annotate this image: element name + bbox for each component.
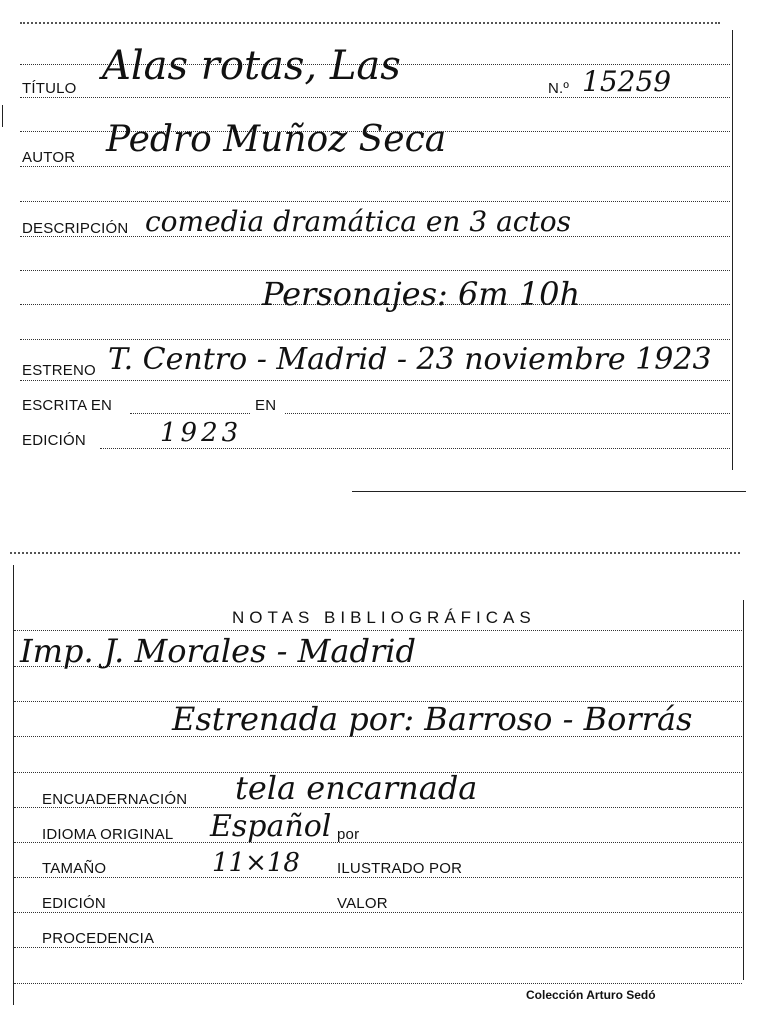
card-bottom-border [352,491,746,492]
ruled-line [14,877,742,878]
tamano-value: 11×18 [212,848,300,878]
note-line-1: Imp. J. Morales - Madrid [20,632,416,670]
autor-value: Pedro Muñoz Seca [106,119,447,160]
edicion-value: 1923 [160,418,243,448]
ruled-line [14,912,742,913]
idioma-original-label: IDIOMA ORIGINAL [42,826,174,843]
valor-label: VALOR [337,895,388,912]
ruled-line [130,413,250,414]
notas-heading: NOTAS BIBLIOGRÁFICAS [232,608,536,627]
escrita-en-label: ESCRITA EN [22,397,113,414]
encuadernacion-label: ENCUADERNACIÓN [42,791,188,808]
ruled-line [20,201,730,202]
numero-value: 15259 [582,65,672,98]
ruled-line [14,947,742,948]
card-edge-speckle [20,22,720,24]
titulo-label: TÍTULO [22,80,77,97]
ruled-line [14,983,742,984]
edicion-label: EDICIÓN [42,895,106,912]
collection-credit: Colección Arturo Sedó [526,988,656,1002]
note-line-2: Estrenada por: Barroso - Borrás [172,700,693,738]
en-label: EN [255,397,277,414]
ruled-line [14,630,742,631]
por-label: por [337,826,360,843]
card-right-border [732,30,733,470]
ruled-line [20,339,730,340]
ruled-line [20,380,730,381]
ruled-line [285,413,730,414]
estreno-label: ESTRENO [22,362,96,379]
card-left-border [13,565,14,1005]
ilustrado-por-label: ILUSTRADO POR [337,860,463,877]
ruled-line [20,270,730,271]
estreno-value: T. Centro - Madrid - 23 noviembre 1923 [108,342,712,377]
procedencia-label: PROCEDENCIA [42,930,155,947]
card-left-mark [2,105,3,127]
card-edge-speckle [10,552,740,554]
titulo-value: Alas rotas, Las [102,43,401,89]
personajes-value: Personajes: 6m 10h [262,275,581,313]
encuadernacion-value: tela encarnada [235,769,478,807]
numero-label: N.º [548,80,570,97]
bottom-index-card [0,540,759,1028]
idioma-original-value: Español [210,809,332,844]
tamano-label: TAMAÑO [42,860,107,877]
ruled-line [20,166,730,167]
autor-label: AUTOR [22,149,76,166]
descripcion-label: DESCRIPCIÓN [22,220,129,237]
top-index-card [0,0,759,500]
descripcion-value: comedia dramática en 3 actos [145,205,571,238]
edicion-label: EDICIÓN [22,432,86,449]
card-right-border [743,600,744,980]
ruled-line [100,448,730,449]
